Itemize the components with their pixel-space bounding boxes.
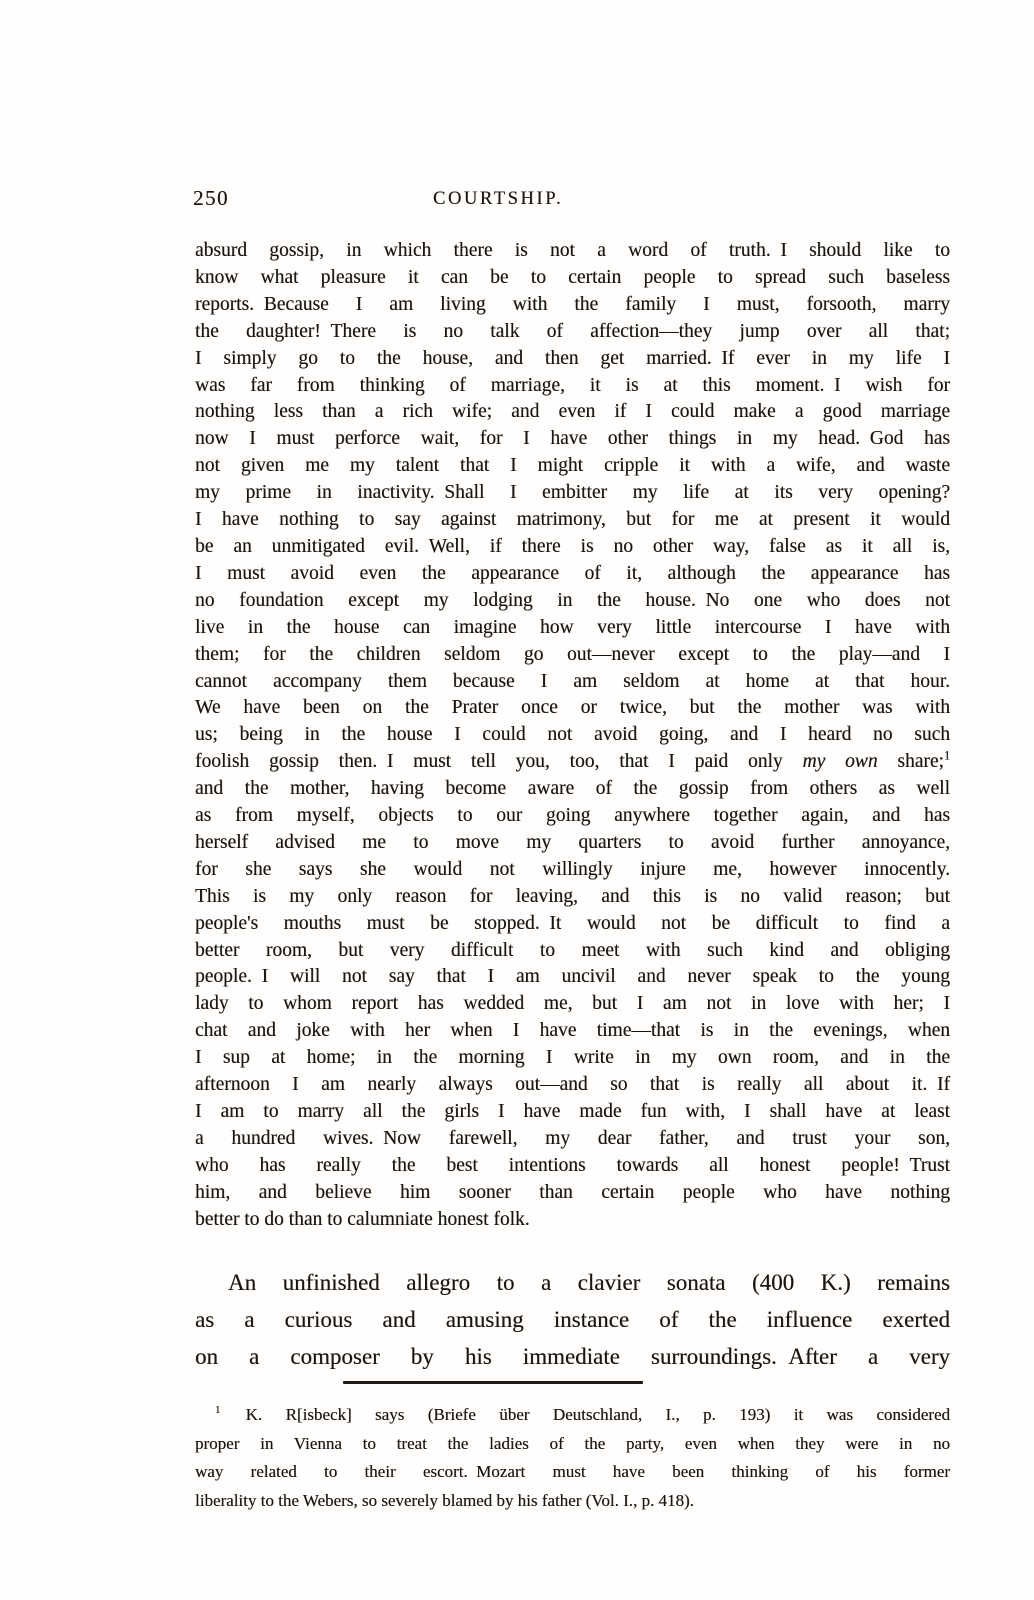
text-line: on a composer by his immediate surroundings. After a very xyxy=(195,1344,950,1369)
page-number: 250 xyxy=(193,186,229,210)
text-line: live in the house can imagine how very little intercourse I have with xyxy=(195,616,950,638)
text-line: a hundred wives. Now farewell, my dear father, and trust your son, xyxy=(195,1127,950,1149)
text-line: I am to marry all the girls I have made fun with, I shall have at least xyxy=(195,1101,950,1122)
text-line: This is my only reason for leaving, and this is no valid reason; but xyxy=(195,885,950,907)
text-line: be an unmitigated evil. Well, if there is no other way, false as it all is, xyxy=(195,535,950,557)
text-line: was far from thinking of marriage, it is at this moment. I wish for xyxy=(195,374,950,396)
text-line: him, and believe him sooner than certain people who have nothing xyxy=(195,1181,950,1203)
text-segment: K. R[isbeck] says (Briefe über Deutschland, I., p. 193) it was considered xyxy=(222,1405,950,1424)
text-line: liberality to the Webers, so severely blamed by his father (Vol. I., p. 418). xyxy=(195,1490,694,1510)
text-line: now I must perforce wait, for I have other things in my head. God has xyxy=(195,428,950,450)
text-line: cannot accompany them because I am seldom at home at that hour. xyxy=(195,670,950,692)
text-line: herself advised me to move my quarters to avoid further annoyance, xyxy=(195,831,950,853)
text-line: who has really the best intentions towards all honest people! Trust xyxy=(195,1154,950,1176)
footnote-lines xyxy=(195,1430,950,1516)
closing-paragraph xyxy=(195,1264,950,1375)
text-line: for she says she would not willingly injure me, however innocently. xyxy=(195,858,950,880)
text-line: way related to their escort. Mozart must have been thinking of his former xyxy=(195,1462,950,1481)
text-line: as a curious and amusing instance of the influence exerted xyxy=(195,1307,950,1332)
text-line: us; being in the house I could not avoid going, and I heard no such xyxy=(195,724,950,746)
text-line: nothing less than a rich wife; and even if I could make a good marriage xyxy=(195,401,950,423)
text-line: people's mouths must be stopped. It would not be difficult to find a xyxy=(195,912,950,934)
letter-body xyxy=(195,238,950,1234)
text-line: better room, but very difficult to meet with such kind and obliging xyxy=(195,939,950,961)
italic-text: my own xyxy=(802,751,878,773)
text-line: proper in Vienna to treat the ladies of the party, even when they were in no xyxy=(195,1433,950,1453)
text-line: I have nothing to say against matrimony, but for me at present it would xyxy=(195,509,950,531)
text-line: not given me my talent that I might cripple it with a wife, and waste xyxy=(195,455,950,477)
footnote-divider xyxy=(343,1381,643,1384)
footnote xyxy=(195,1401,950,1515)
text-line: chat and joke with her when I have time—that is in the evenings, when xyxy=(195,1020,950,1042)
text-line: reports. Because I am living with the family I must, forsooth, marry xyxy=(195,293,950,315)
footnote-reference: 1 xyxy=(943,748,951,763)
text-line: An unfinished allegro to a clavier sonata (400 K.) remains xyxy=(228,1270,950,1295)
text-line-with-italic xyxy=(195,749,950,776)
text-line: people. I will not say that I am uncivil and never speak to the young xyxy=(195,966,950,988)
text-line: We have been on the Prater once or twice, but the mother was with xyxy=(195,697,950,719)
text-line: know what pleasure it can be to certain people to spread such baseless xyxy=(195,266,950,288)
text-line: better to do than to calumniate honest folk. xyxy=(195,1208,530,1230)
text-line: lady to whom report has wedded me, but I am not in love with her; I xyxy=(195,993,950,1015)
text-line: absurd gossip, in which there is not a word of truth. I should like to xyxy=(195,240,950,261)
text-line: I simply go to the house, and then get married. If ever in my life I xyxy=(195,347,950,369)
text-line: as from myself, objects to our going anywhere together again, and has xyxy=(195,805,950,827)
text-line: and the mother, having become aware of the gossip from others as well xyxy=(195,778,950,800)
text-line: no foundation except my lodging in the house. No one who does not xyxy=(195,589,950,611)
text-line: the daughter! There is no talk of affection—they jump over all that; xyxy=(195,320,950,342)
text-segment: share; xyxy=(877,751,944,773)
text-line: them; for the children seldom go out—never except to the play—and I xyxy=(195,643,950,665)
text-line: my prime in inactivity. Shall I embitter my life at its very opening? xyxy=(195,482,950,504)
text-line: afternoon I am nearly always out—and so that is really all about it. If xyxy=(195,1074,950,1096)
letter-lines-top xyxy=(195,238,950,749)
text-line: I sup at home; in the morning I write in my own room, and in the xyxy=(195,1047,950,1069)
letter-lines-bottom xyxy=(195,776,950,1233)
text-segment: foolish gossip then. I must tell you, too, that I paid only xyxy=(195,751,803,773)
running-header: COURTSHIP. xyxy=(433,189,564,209)
footnote-marker: 1 xyxy=(215,1405,221,1417)
text-line: I must avoid even the appearance of it, although the appearance has xyxy=(195,562,950,584)
footnote-first-line xyxy=(195,1401,950,1430)
